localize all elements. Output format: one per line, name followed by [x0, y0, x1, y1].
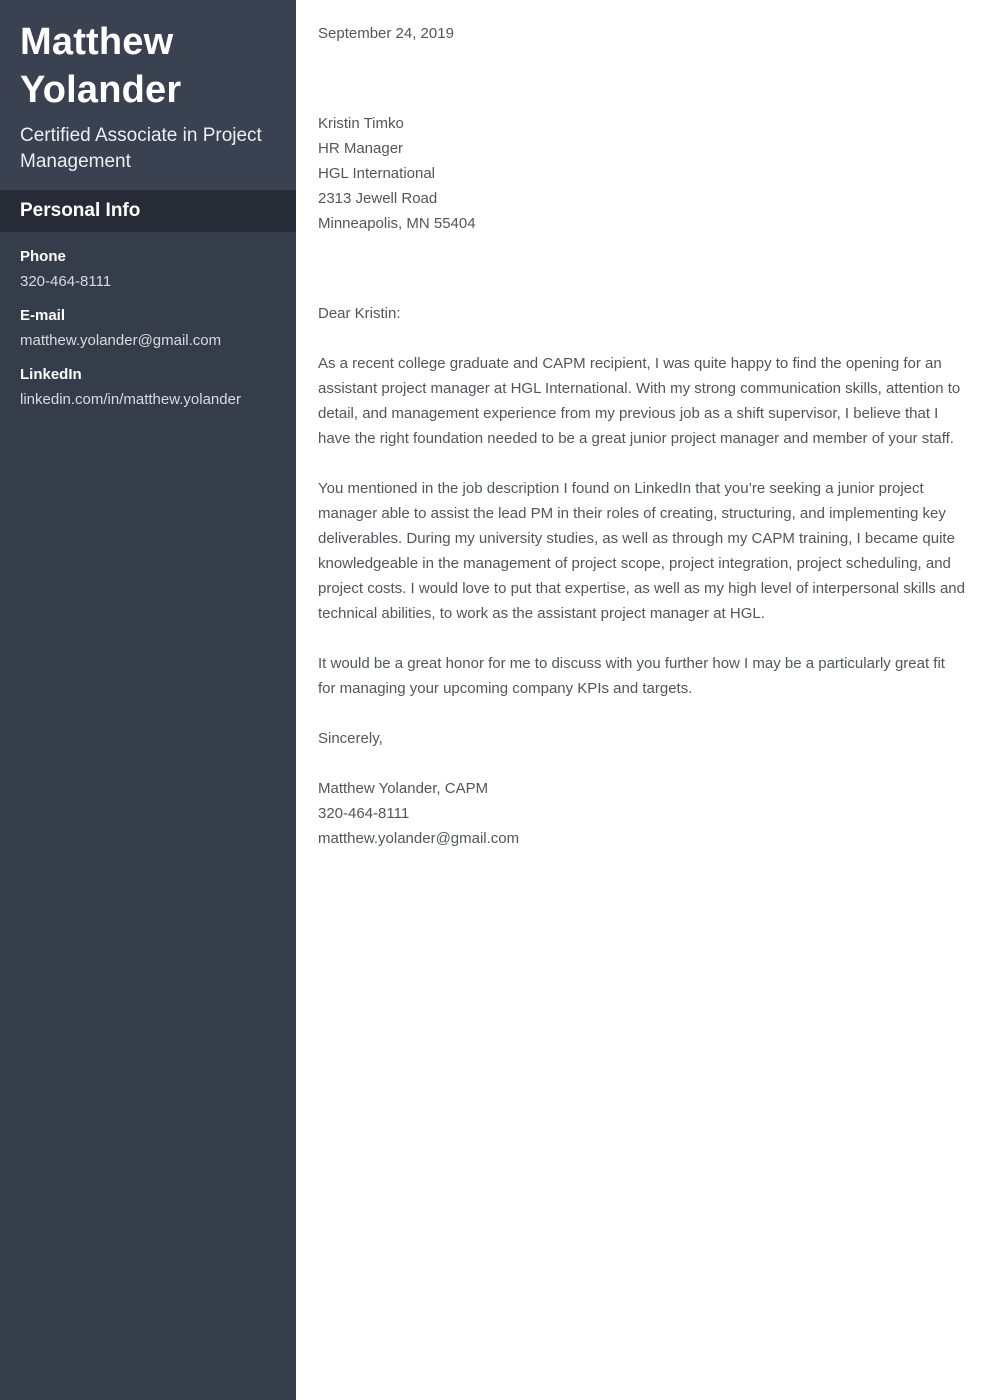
person-name: Matthew Yolander	[20, 21, 182, 111]
letter-paragraph: You mentioned in the job description I found on LinkedIn that you’re seeking a junior project manager able to assist the lead PM in their roles of creating, structuring, and implementing key deliverables. During my university studies, as well as through my CAPM training, I became quite knowledgeable in the management of project scope, project integration, project scheduling, and project costs. I would love to put that expertise, as well as my high level of interpersonal skills and technical abilities, to work as the assistant project manager at HGL.	[318, 480, 965, 622]
phone-value: 320-464-8111	[20, 273, 112, 290]
contact-list	[0, 232, 296, 410]
letter-paragraph: As a recent college graduate and CAPM recipient, I was quite happy to find the opening for an assistant project manager at HGL International. With my strong communication skills, attention to detail, and management experience from my previous job as a shift supervisor, I believe that I have the right foundation needed to be a great junior project manager and member of your staff.	[318, 355, 961, 447]
linkedin-label: LinkedIn	[20, 366, 82, 383]
recipient-company: HGL International	[318, 165, 436, 182]
contact-email	[20, 306, 276, 351]
contact-linkedin	[20, 365, 276, 410]
recipient-role: HR Manager	[318, 140, 404, 157]
phone-label: Phone	[20, 248, 66, 265]
recipient-city: Minneapolis, MN 55404	[318, 215, 476, 232]
letter-date: September 24, 2019	[318, 25, 454, 42]
signature-phone: 320-464-8111	[318, 805, 410, 822]
person-job-title: Certified Associate in Project Management	[20, 125, 262, 172]
recipient-street: 2313 Jewell Road	[318, 190, 438, 207]
email-value: matthew.yolander@gmail.com	[20, 332, 222, 349]
signature-block	[318, 776, 965, 851]
linkedin-value: linkedin.com/in/matthew.yolander	[20, 391, 241, 408]
email-label: E-mail	[20, 307, 66, 324]
salutation: Dear Kristin:	[318, 305, 401, 322]
recipient-name: Kristin Timko	[318, 115, 404, 132]
personal-info-section-header: Personal Info	[0, 190, 296, 232]
contact-phone	[20, 247, 276, 292]
recipient-address	[318, 111, 965, 236]
letter-body	[296, 0, 990, 1400]
sidebar-header	[0, 0, 296, 190]
letter-paragraph: It would be a great honor for me to discuss with you further how I may be a particularly great fit for managing your upcoming company KPIs and targets.	[318, 655, 945, 697]
signature-email: matthew.yolander@gmail.com	[318, 830, 520, 847]
sidebar	[0, 0, 296, 1400]
closing: Sincerely,	[318, 730, 383, 747]
signature-name: Matthew Yolander, CAPM	[318, 780, 489, 797]
